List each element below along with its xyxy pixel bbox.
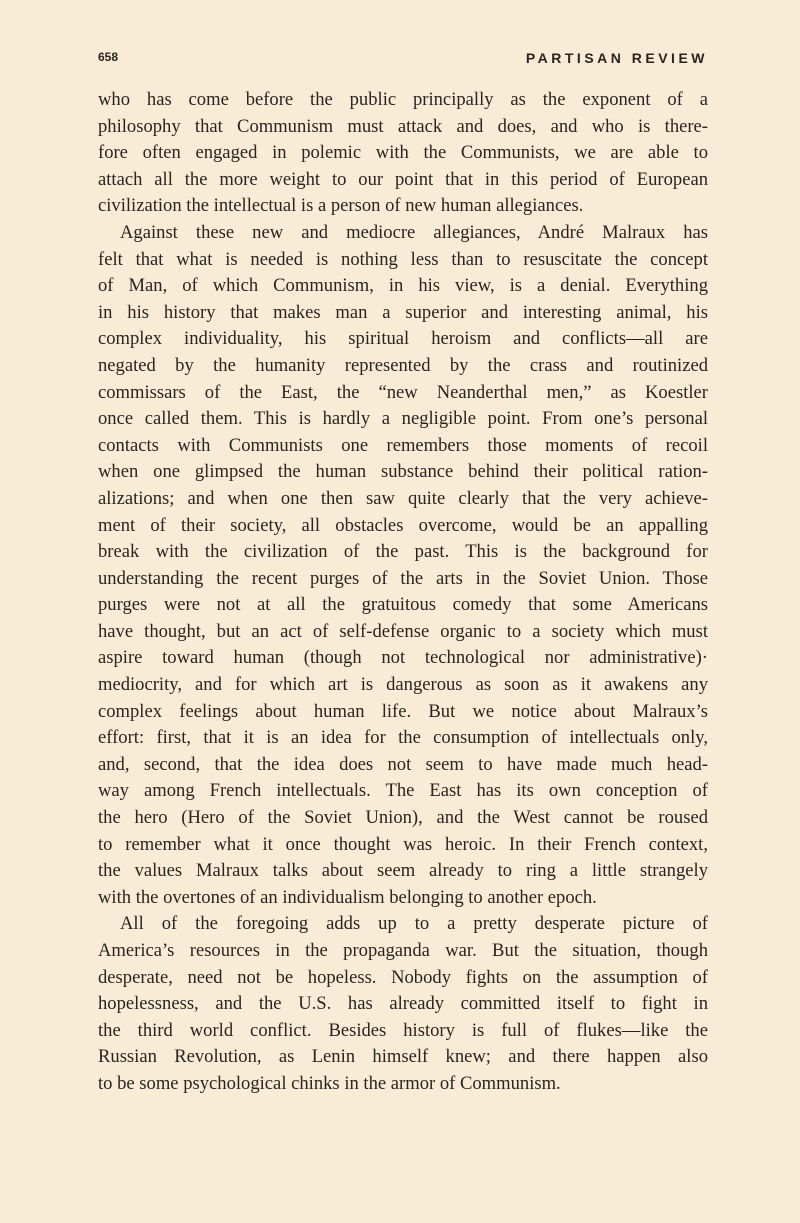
text-line: effort: first, that it is an idea for the consumption of intellectuals only, bbox=[98, 727, 708, 749]
text-line: desperate, need not be hopeless. Nobody fights on the assumption of bbox=[98, 966, 708, 988]
text-line: with the overtones of an individualism belonging to another epoch. bbox=[98, 886, 597, 908]
text-line: philosophy that Communism must attack and does, and who is there- bbox=[98, 115, 708, 137]
text-line: the hero (Hero of the Soviet Union), and the West cannot be roused bbox=[98, 807, 708, 829]
text-line: attach all the more weight to our point that in this period of European bbox=[98, 168, 708, 190]
text-line: alizations; and when one then saw quite clearly that the very achieve- bbox=[98, 487, 708, 509]
running-header bbox=[98, 50, 708, 70]
text-line: have thought, but an act of self-defense organic to a society which must bbox=[98, 620, 708, 642]
text-line: who has come before the public principally as the exponent of a bbox=[98, 89, 708, 110]
text-line: once called them. This is hardly a negligible point. From one’s personal bbox=[98, 408, 708, 430]
text-line: the values Malraux talks about seem already to ring a little strangely bbox=[98, 860, 708, 882]
text-line: understanding the recent purges of the arts in the Soviet Union. Those bbox=[98, 567, 708, 589]
text-line: aspire toward human (though not technological nor administrative)· bbox=[98, 647, 708, 669]
text-line: and, second, that the idea does not seem to have made much head- bbox=[98, 753, 708, 775]
text-line: complex feelings about human life. But we notice about Malraux’s bbox=[98, 700, 708, 722]
text-line: the third world conflict. Besides history is full of flukes—like the bbox=[98, 1019, 708, 1041]
text-line: Against these new and mediocre allegiances, André Malraux has bbox=[120, 221, 708, 243]
text-line: ment of their society, all obstacles overcome, would be an appalling bbox=[98, 514, 708, 536]
text-line: commissars of the East, the “new Neanderthal men,” as Koestler bbox=[98, 381, 708, 403]
text-line: to be some psychological chinks in the armor of Communism. bbox=[98, 1072, 561, 1094]
text-line: contacts with Communists one remembers those moments of recoil bbox=[98, 434, 708, 456]
text-line: when one glimpsed the human substance behind their political ration- bbox=[98, 461, 708, 483]
running-head-title: PARTISAN REVIEW bbox=[525, 50, 708, 66]
text-line: way among French intellectuals. The East has its own conception of bbox=[98, 780, 708, 802]
text-line: America’s resources in the propaganda war. But the situation, though bbox=[98, 940, 708, 961]
text-line: purges were not at all the gratuitous comedy that some Americans bbox=[98, 594, 708, 616]
text-line: civilization the intellectual is a person of new human allegiances. bbox=[98, 195, 584, 217]
page-number: 658 bbox=[98, 50, 119, 64]
text-line: fore often engaged in polemic with the Communists, we are able to bbox=[98, 142, 708, 164]
paragraph bbox=[98, 911, 708, 1097]
text-line: hopelessness, and the U.S. has already committed itself to fight in bbox=[98, 993, 708, 1015]
text-line: of Man, of which Communism, in his view, is a denial. Everything bbox=[98, 275, 708, 297]
text-line: to remember what it once thought was heroic. In their French context, bbox=[98, 833, 708, 855]
text-line: complex individuality, his spiritual heroism and conflicts—all are bbox=[98, 328, 708, 350]
text-line: All of the foregoing adds up to a pretty desperate picture of bbox=[120, 913, 708, 935]
text-line: felt that what is needed is nothing less than to resuscitate the concept bbox=[98, 248, 708, 270]
text-line: Russian Revolution, as Lenin himself knew; and there happen also bbox=[98, 1046, 708, 1068]
text-line: negated by the humanity represented by the crass and routinized bbox=[98, 354, 708, 376]
body-text bbox=[98, 87, 708, 1098]
text-line: in his history that makes man a superior and interesting animal, his bbox=[98, 301, 708, 323]
paragraph bbox=[98, 220, 708, 911]
paragraph bbox=[98, 87, 708, 220]
text-line: break with the civilization of the past. This is the background for bbox=[98, 541, 708, 563]
text-line: mediocrity, and for which art is dangerous as soon as it awakens any bbox=[98, 674, 708, 696]
